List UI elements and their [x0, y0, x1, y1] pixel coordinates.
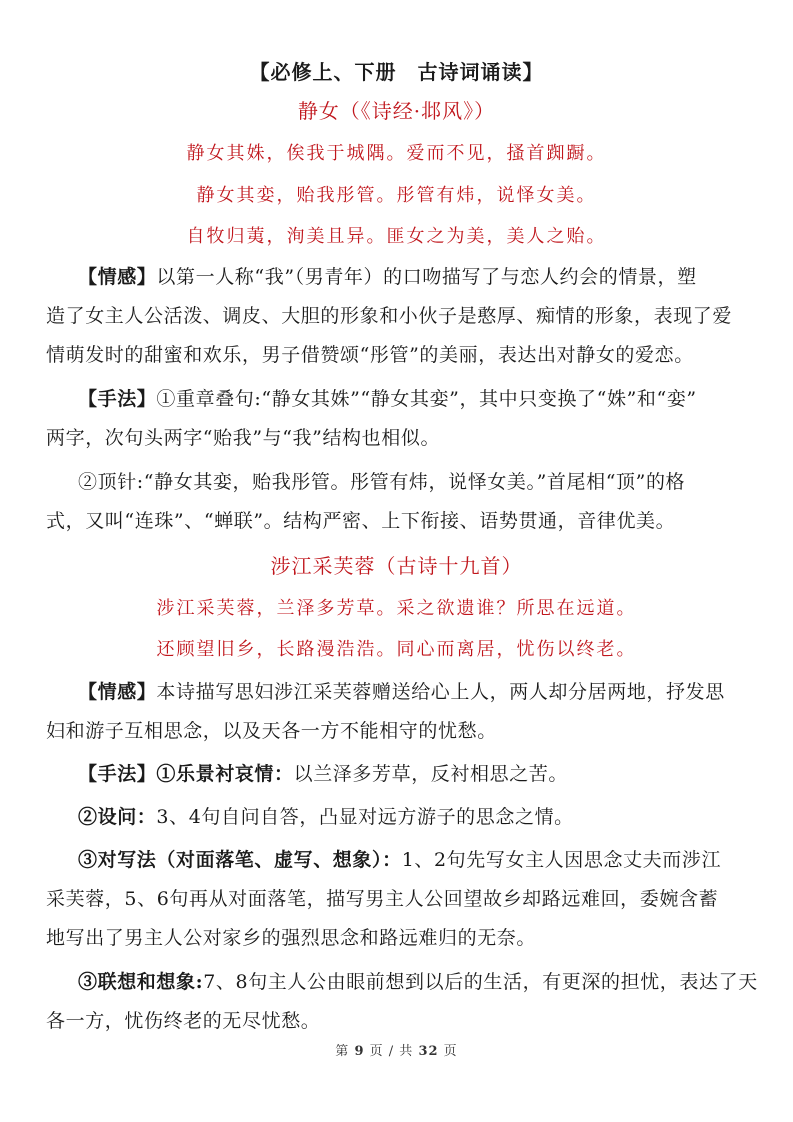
footer-prefix: 第	[335, 1044, 350, 1059]
technique-4-name: ③联想和想象:	[78, 971, 204, 993]
poem2-technique-3-line-2: 采芙蓉，5、6句再从对面落笔，描写男主人公回望故乡却路远难回，委婉含蓄	[46, 888, 719, 910]
poem2-technique-4-line-2: 各一方，忧伤终老的无尽忧愁。	[46, 1010, 321, 1032]
emotion-text: 本诗描写思妇涉江采芙蓉赠送给心上人，两人却分居两地，抒发思	[156, 681, 725, 703]
technique-1-text: 以兰泽多芳草，反衬相思之苦。	[293, 763, 569, 785]
technique-3-name: ③对写法（对面落笔、虚写、想象）：	[78, 849, 402, 871]
poem2-line-1: 涉江采芙蓉，兰泽多芳草。采之欲遗谁？所思在远道。	[156, 598, 637, 619]
poem2-line-2: 还顾望旧乡，长路漫浩浩。同心而离居，忧伤以终老。	[156, 639, 637, 660]
poem2-emotion-line-1	[78, 680, 738, 704]
poem2-title: 涉江采芙蓉（古诗十九首）	[270, 554, 523, 578]
poem1-technique-line-2: 两字，次句头两字“贻我”与“我”结构也相似。	[46, 427, 441, 449]
emotion-label: 【情感】	[78, 681, 157, 703]
poem1-emotion-line-3: 情萌发时的甜蜜和欢乐，男子借赞颂“彤管”的美丽，表达出对静女的爱恋。	[46, 344, 694, 366]
poem2-technique-3	[78, 848, 738, 872]
footer-mid: 页 / 共	[369, 1044, 414, 1059]
poem2-technique-4	[78, 970, 758, 994]
poem2-technique-3-line-3: 地写出了男主人公对家乡的强烈思念和路远难归的无奈。	[46, 927, 537, 949]
poem2-technique-2	[78, 805, 738, 829]
emotion-label: 【情感】	[78, 266, 157, 288]
poem1-emotion-line-1	[78, 265, 738, 289]
footer-suffix: 页	[443, 1044, 458, 1059]
page-footer	[0, 1040, 793, 1059]
page-title: 【必修上、下册 古诗词诵读】	[249, 60, 544, 84]
poem2-technique-1	[78, 762, 738, 786]
poem1-emotion-line-2: 造了女主人公活泼、调皮、大胆的形象和小伙子是憨厚、痴情的形象，表现了爱	[46, 305, 733, 327]
poem1-line-3: 自牧归荑，洵美且异。匪女之为美，美人之贻。	[186, 226, 607, 247]
technique-1-name: ①乐景衬哀情：	[156, 763, 294, 785]
poem1-line-2: 静女其娈，贻我彤管。彤管有炜，说怿女美。	[196, 185, 597, 206]
footer-page-number: 9	[354, 1044, 365, 1059]
poem1-title: 静女（《诗经·邶风》）	[297, 99, 496, 123]
technique-2-name: ②设问：	[78, 806, 157, 828]
poem1-technique-line-1	[78, 387, 738, 411]
poem1-line-1: 静女其姝，俟我于城隅。爱而不见，搔首踟蹰。	[186, 143, 607, 164]
technique-4-text: 7、8句主人公由眼前想到以后的生活，有更深的担忧，表达了天	[203, 971, 758, 993]
emotion-text: 以第一人称“我”（男青年）的口吻描写了与恋人约会的情景，塑	[156, 266, 697, 288]
poem1-technique-line-3: ②顶针:“静女其娈，贻我彤管。彤管有炜，说怿女美。”首尾相“顶”的格	[78, 471, 686, 493]
technique-3-text: 1、2句先写女主人因思念丈夫而涉江	[401, 849, 722, 871]
technique-text: ①重章叠句:“静女其姝”“静女其娈”，其中只变换了“姝”和“娈”	[156, 388, 697, 410]
poem1-technique-line-4: 式，又叫“连珠”、“蝉联”。结构严密、上下衔接、语势贯通，音律优美。	[46, 510, 676, 532]
technique-label: 【手法】	[78, 388, 157, 410]
poem2-emotion-line-2: 妇和游子互相思念，以及天各一方不能相守的忧愁。	[46, 720, 497, 742]
footer-total-pages: 32	[418, 1044, 439, 1059]
technique-label: 【手法】	[78, 763, 157, 785]
technique-2-text: 3、4句自问自答，凸显对远方游子的思念之情。	[156, 806, 574, 828]
